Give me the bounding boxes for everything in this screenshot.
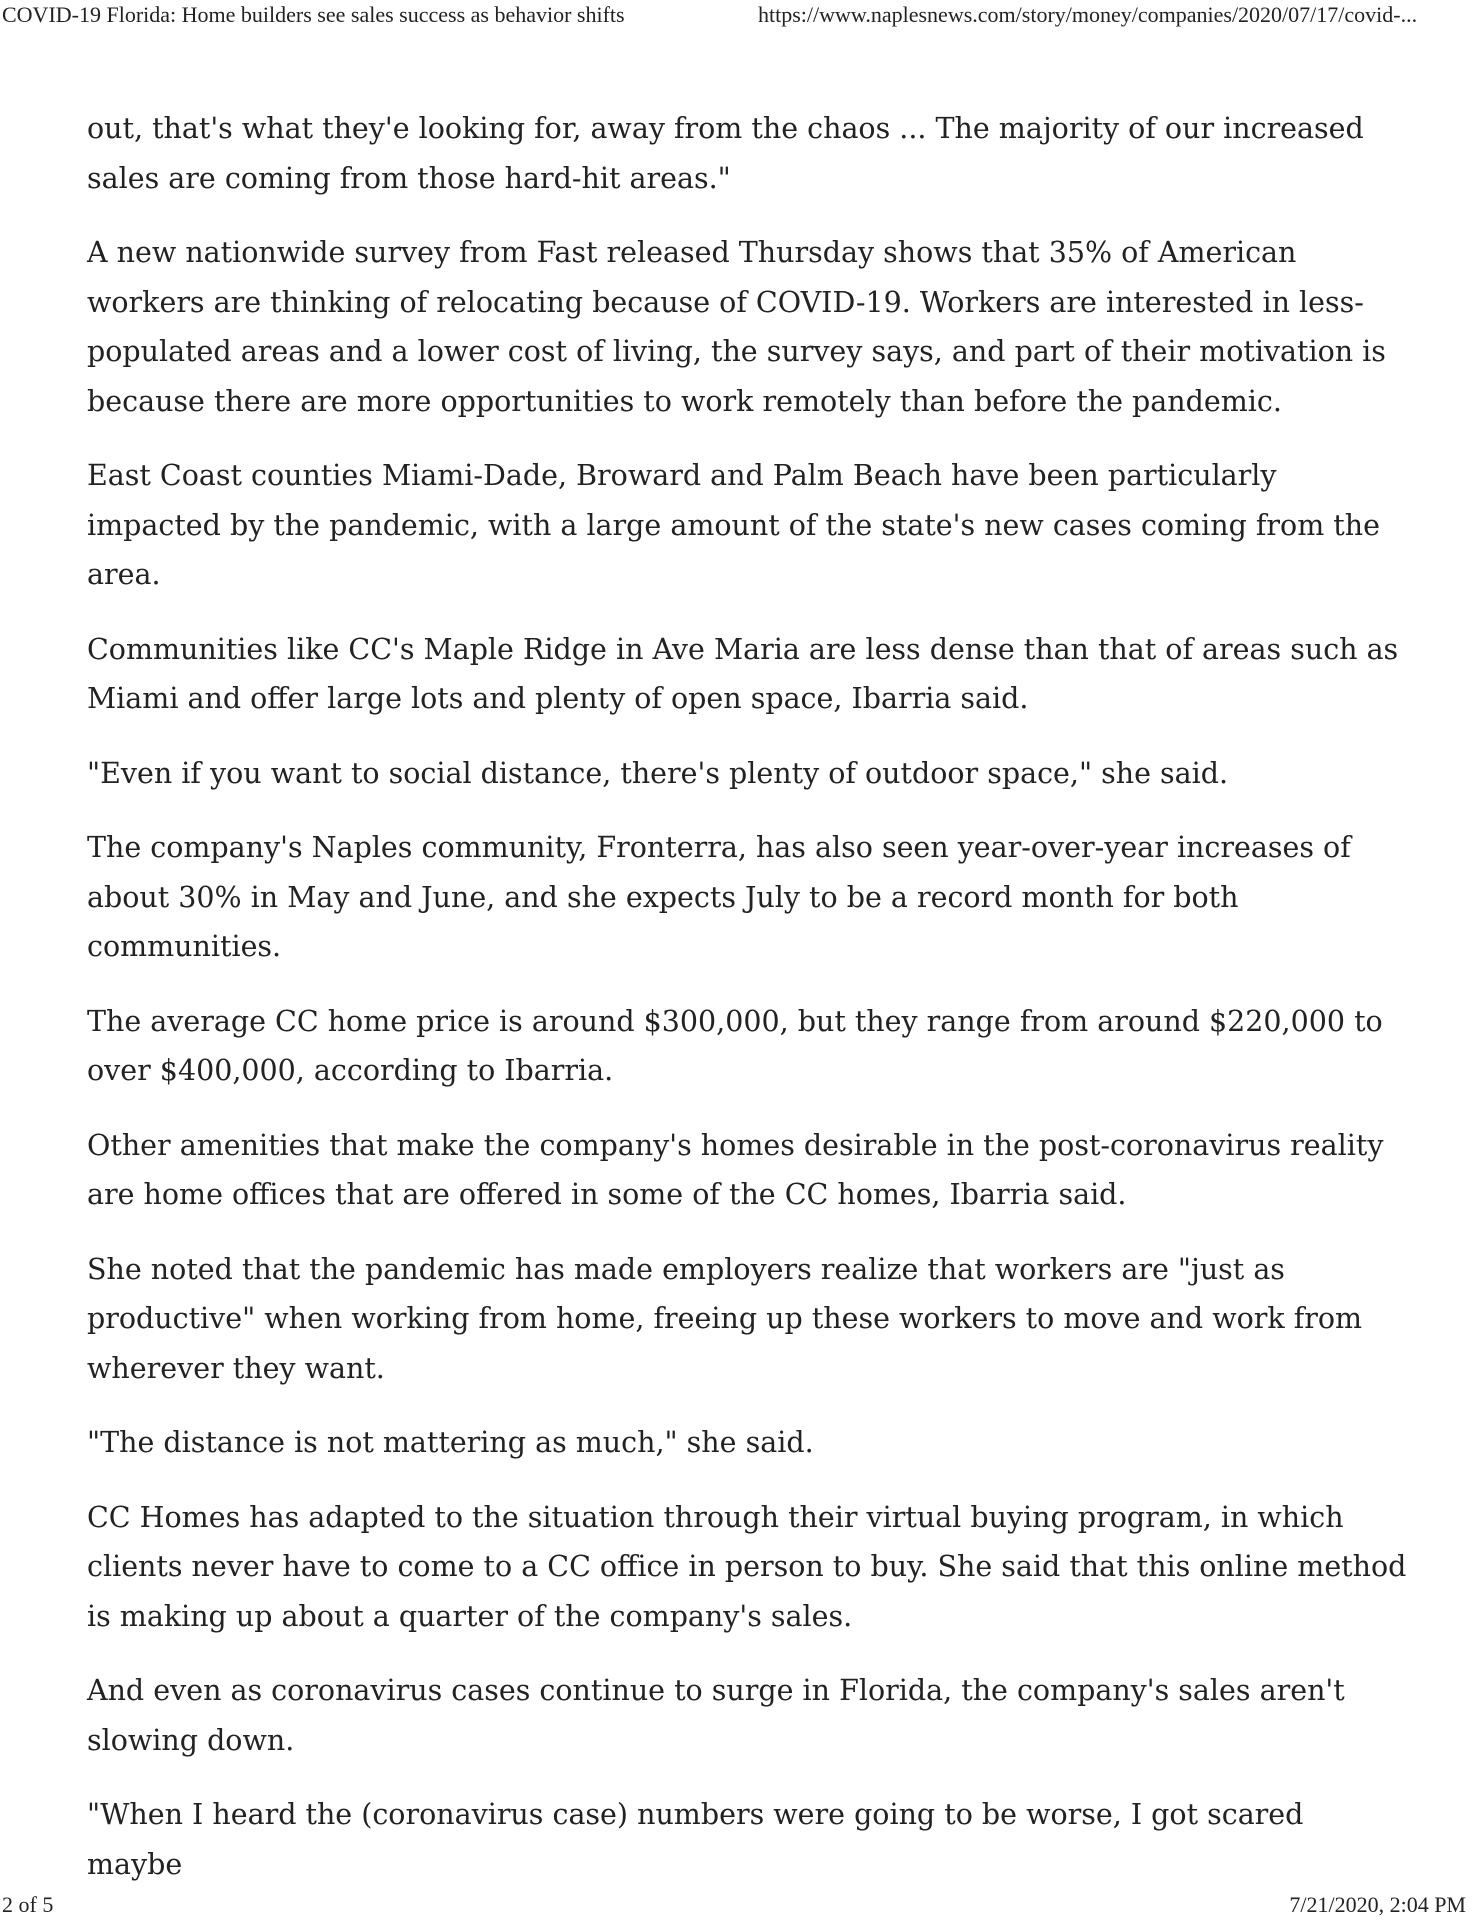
article-paragraph: CC Homes has adapted to the situation through their virtual buying program, in which clients never have to come to a CC office in person to buy. She said that this online method is making up about a quarter of the company's sales. bbox=[87, 1500, 1407, 1633]
article-paragraph: Communities like CC's Maple Ridge in Ave Maria are less dense than that of areas such as Miami and offer large lots and plenty of open space, Ibarria said. bbox=[87, 632, 1399, 715]
print-footer bbox=[0, 1890, 1484, 1920]
page-title: COVID-19 Florida: Home builders see sales success as behavior shifts bbox=[2, 2, 625, 27]
article-paragraph: "Even if you want to social distance, there's plenty of outdoor space," she said. bbox=[87, 756, 1229, 790]
article-paragraph: The company's Naples community, Fronterra, has also seen year-over-year increases of about 30% in May and June, and she expects July to be a record month for both communities. bbox=[87, 831, 1351, 963]
article-paragraph: "When I heard the (coronavirus case) numbers were going to be worse, I got scared maybe bbox=[87, 1798, 1304, 1881]
article-body bbox=[87, 104, 1407, 1914]
print-header bbox=[0, 0, 1484, 32]
page-url: https://www.naplesnews.com/story/money/companies/2020/07/17/covid-... bbox=[758, 2, 1418, 27]
print-datetime: 7/21/2020, 2:04 PM bbox=[1289, 1892, 1466, 1917]
article-paragraph: The average CC home price is around $300,000, but they range from around $220,000 to over $400,000, according to Ibarria. bbox=[87, 1004, 1383, 1087]
article-paragraph: A new nationwide survey from Fast released Thursday shows that 35% of American workers are thinking of relocating because of COVID-19. Workers are interested in less-populated areas and a lower cost of living, the survey says, and part of their motivation is because there are more opportunities to work remotely than before the pandemic. bbox=[87, 236, 1386, 418]
article-paragraph: out, that's what they'e looking for, away from the chaos ... The majority of our increased sales are coming from those hard-hit areas." bbox=[87, 112, 1364, 195]
article-paragraph: Other amenities that make the company's homes desirable in the post-coronavirus reality are home offices that are offered in some of the CC homes, Ibarria said. bbox=[87, 1128, 1384, 1211]
article-paragraph: East Coast counties Miami-Dade, Broward and Palm Beach have been particularly impacted by the pandemic, with a large amount of the state's new cases coming from the area. bbox=[87, 459, 1380, 591]
article-paragraph: "The distance is not mattering as much," she said. bbox=[87, 1426, 814, 1459]
page-number: 2 of 5 bbox=[2, 1892, 54, 1917]
article-paragraph: And even as coronavirus cases continue to surge in Florida, the company's sales aren't slowing down. bbox=[87, 1674, 1345, 1757]
article-paragraph: She noted that the pandemic has made employers realize that workers are "just as productive" when working from home, freeing up these workers to move and work from wherever they want. bbox=[87, 1252, 1363, 1385]
